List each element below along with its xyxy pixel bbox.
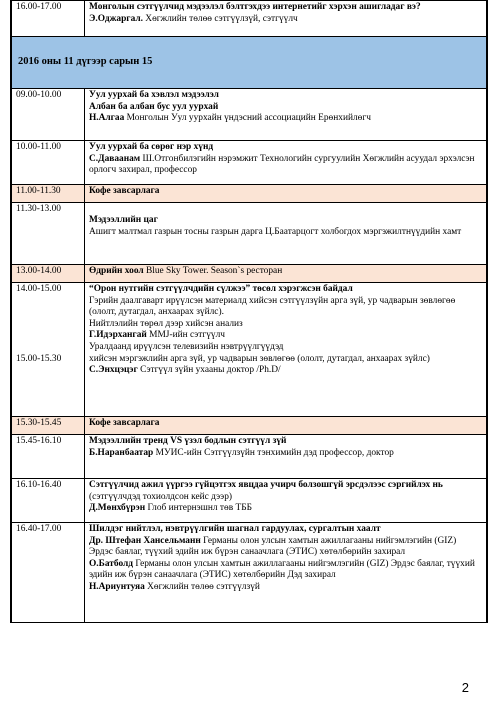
session-title: Уул уурхай ба сөрөг нэр хүнд xyxy=(89,142,214,152)
day-header-row xyxy=(12,37,487,89)
speaker-detail: (сэтгүүлчдэд тохиолдсон кейс дээр) xyxy=(89,491,233,502)
session-time xyxy=(12,1,85,37)
time-range-secondary: 15.00-15.30 xyxy=(16,353,62,364)
speaker-line xyxy=(89,365,482,377)
session-description: Уралдаанд ирүүлсэн телевизийн нэвтрүүлгүүдэд xyxy=(89,341,284,352)
time-range: 15.30-15.45 xyxy=(16,418,62,428)
speaker-detail: Монголын Уул уурхайн үндэсний ассоциацийн Ерөнхийлөгч xyxy=(124,113,371,124)
speaker-detail: Сэтгүүл зүйн ухааны доктор /Ph.D/ xyxy=(137,365,281,376)
time-range: 16.40-17.00 xyxy=(16,524,62,534)
session-time xyxy=(12,141,85,185)
time-range: 16.10-16.40 xyxy=(16,480,62,490)
session-time xyxy=(12,283,85,417)
speaker-line xyxy=(89,266,482,278)
session-content xyxy=(85,185,487,203)
session-title: Кофе завсарлага xyxy=(89,186,160,196)
session-time xyxy=(12,89,85,141)
session-time xyxy=(12,417,85,435)
session-time xyxy=(12,203,85,265)
time-range: 15.45-16.10 xyxy=(16,436,62,446)
speaker-name: С.Даваанам xyxy=(89,153,141,164)
speaker-line xyxy=(89,536,482,559)
session-title: Кофе завсарлага xyxy=(89,418,160,428)
time-range: 13.00-14.00 xyxy=(16,266,62,276)
session-title: Уул уурхай ба хэвлэл мэдээлэл xyxy=(89,90,219,100)
session-description: хийсэн мэргэжлийн арга зүй, ур чадварын зөвлөгөө (ололт, дутагдал, анхаарах зүйлс) xyxy=(89,353,430,364)
session-description: Ашигт малтмал газрын тосны газрын дарга Ц.Баатарцогт холбогдох мэргэжилтнүүдийн хамт xyxy=(89,226,462,237)
session-content xyxy=(85,265,487,283)
speaker-name: Э.Оджаргал. xyxy=(89,13,143,24)
session-time xyxy=(12,265,85,283)
speaker-detail: Ш.Отгонбилэгийн нэрэмжит Технологийн сургуулийн Хөгжлийн асуудал эрхэлсэн орлогч захирал, профессор xyxy=(89,153,475,176)
speaker-name: Өдрийн хоол xyxy=(89,266,144,276)
break-row xyxy=(12,185,487,203)
speaker-name: О.Батболд xyxy=(89,558,134,569)
speaker-line xyxy=(89,480,482,503)
session-title: Монголын сэтгүүлчид мэдээлэл бэлтгэхдээ интернетийг хэрхэн ашигладаг вэ? xyxy=(89,2,421,12)
session-row xyxy=(12,479,487,523)
session-content xyxy=(85,523,487,623)
speaker-detail: Blue Sky Tower. Season`s ресторан xyxy=(143,266,283,276)
session-row xyxy=(12,89,487,141)
speaker-detail: MMJ-ийн сэтгүүлч xyxy=(146,330,225,341)
agenda-table xyxy=(11,0,487,623)
session-content xyxy=(85,89,487,141)
speaker-name: С.Энхцэцэг xyxy=(89,365,138,376)
session-content xyxy=(85,1,487,37)
session-row xyxy=(12,1,487,37)
session-content xyxy=(85,479,487,523)
time-range: 14.00-15.00 xyxy=(16,284,62,294)
speaker-detail: Глоб интернэшнл төв ТББ xyxy=(145,503,252,514)
speaker-detail: Германы олон улсын хамтын ажиллагааны нийгэмлэгийн (GIZ) Эрдэс баялаг, түүхий эдийн иж бүрэн санаачлага (ЭТИС) хөтөлбөрийн Дэд захирал xyxy=(89,558,475,581)
session-content xyxy=(85,203,487,265)
speaker-name: Г.Идэрхангай xyxy=(89,330,147,341)
speaker-detail: Хөгжлийн төлөө сэтгүүлзүй xyxy=(144,581,260,592)
session-content xyxy=(85,435,487,479)
session-row xyxy=(12,435,487,479)
time-range: 09.00-10.00 xyxy=(16,90,62,100)
session-time xyxy=(12,523,85,623)
speaker-line xyxy=(89,330,482,342)
speaker-name: Др. Штефан Хансельманн xyxy=(89,535,201,546)
session-description: Гэрийн даалгаварт ирүүлсэн материалд хийсэн сэтгүүлзүйн арга зүй, ур чадварын зөвлөгөө (ололт, дутагдал, анхаарах зүйлс). xyxy=(89,295,456,318)
speaker-line xyxy=(89,582,482,594)
speaker-name: Сэтгүүлчид ажил үүргээ гүйцэтгэх явцдаа учирч болзошгүй эрсдэлээс сэргийлэх нь xyxy=(89,480,443,490)
session-title: “Орон нутгийн сэтгүүлчдийн сүлжээ” төсөл хэрэгжсэн байдал xyxy=(89,284,353,294)
session-title: Шилдэг нийтлэл, нэвтрүүлгийн шагнал гардуулах, сургалтын хаалт xyxy=(89,524,381,534)
session-time xyxy=(12,185,85,203)
speaker-name: Б.Наранбаатар xyxy=(89,447,154,458)
speaker-line xyxy=(89,448,482,460)
session-row xyxy=(12,283,487,417)
session-title: Мэдээллийн цаг xyxy=(89,215,158,225)
break-row xyxy=(12,265,487,283)
session-row xyxy=(12,203,487,265)
session-row xyxy=(12,523,487,623)
time-range: 16.00-17.00 xyxy=(16,2,62,12)
session-description: Нийтлэлийн төрөл дээр хийсэн анализ xyxy=(89,318,243,329)
speaker-line xyxy=(89,154,482,177)
speaker-name: Д.Мөнхбүрэн xyxy=(89,503,146,514)
session-title: Мэдээллийн тренд VS үзэл бодлын сэтгүүл зүй xyxy=(89,436,287,446)
speaker-name: Н.Ариунтуяа xyxy=(89,581,145,592)
session-content xyxy=(85,141,487,185)
speaker-name: Н.Алгаа xyxy=(89,113,125,124)
speaker-detail: Хөгжлийн төлөө сэтгүүлзүй, сэтгүүлч xyxy=(142,13,298,24)
session-content xyxy=(85,283,487,417)
speaker-line xyxy=(89,559,482,582)
page-number: 2 xyxy=(461,680,469,695)
speaker-line xyxy=(89,503,482,515)
day-header: 2016 оны 11 дүгээр сарын 15 xyxy=(12,37,487,89)
speaker-line xyxy=(89,113,482,125)
session-row xyxy=(12,141,487,185)
time-range: 10.00-11.00 xyxy=(16,142,61,152)
session-title: Албан ба албан бус уул уурхай xyxy=(89,101,219,112)
speaker-detail: Германы олон улсын хамтын ажиллагааны нийгэмлэгийн (GIZ) Эрдэс баялаг, түүхий эдийн иж бүрэн санаачлага (ЭТИС) хөтөлбөрийн захирал xyxy=(89,535,457,558)
session-time xyxy=(12,435,85,479)
speaker-line xyxy=(89,14,482,26)
speaker-detail: МУИС-ийн Сэтгүүлзүйн тэнхимийн дэд профессор, доктор xyxy=(153,447,394,458)
session-content xyxy=(85,417,487,435)
break-row xyxy=(12,417,487,435)
time-range: 11.00-11.30 xyxy=(16,186,61,196)
agenda-sheet xyxy=(10,0,488,623)
time-range: 11.30-13.00 xyxy=(16,204,61,214)
session-time xyxy=(12,479,85,523)
